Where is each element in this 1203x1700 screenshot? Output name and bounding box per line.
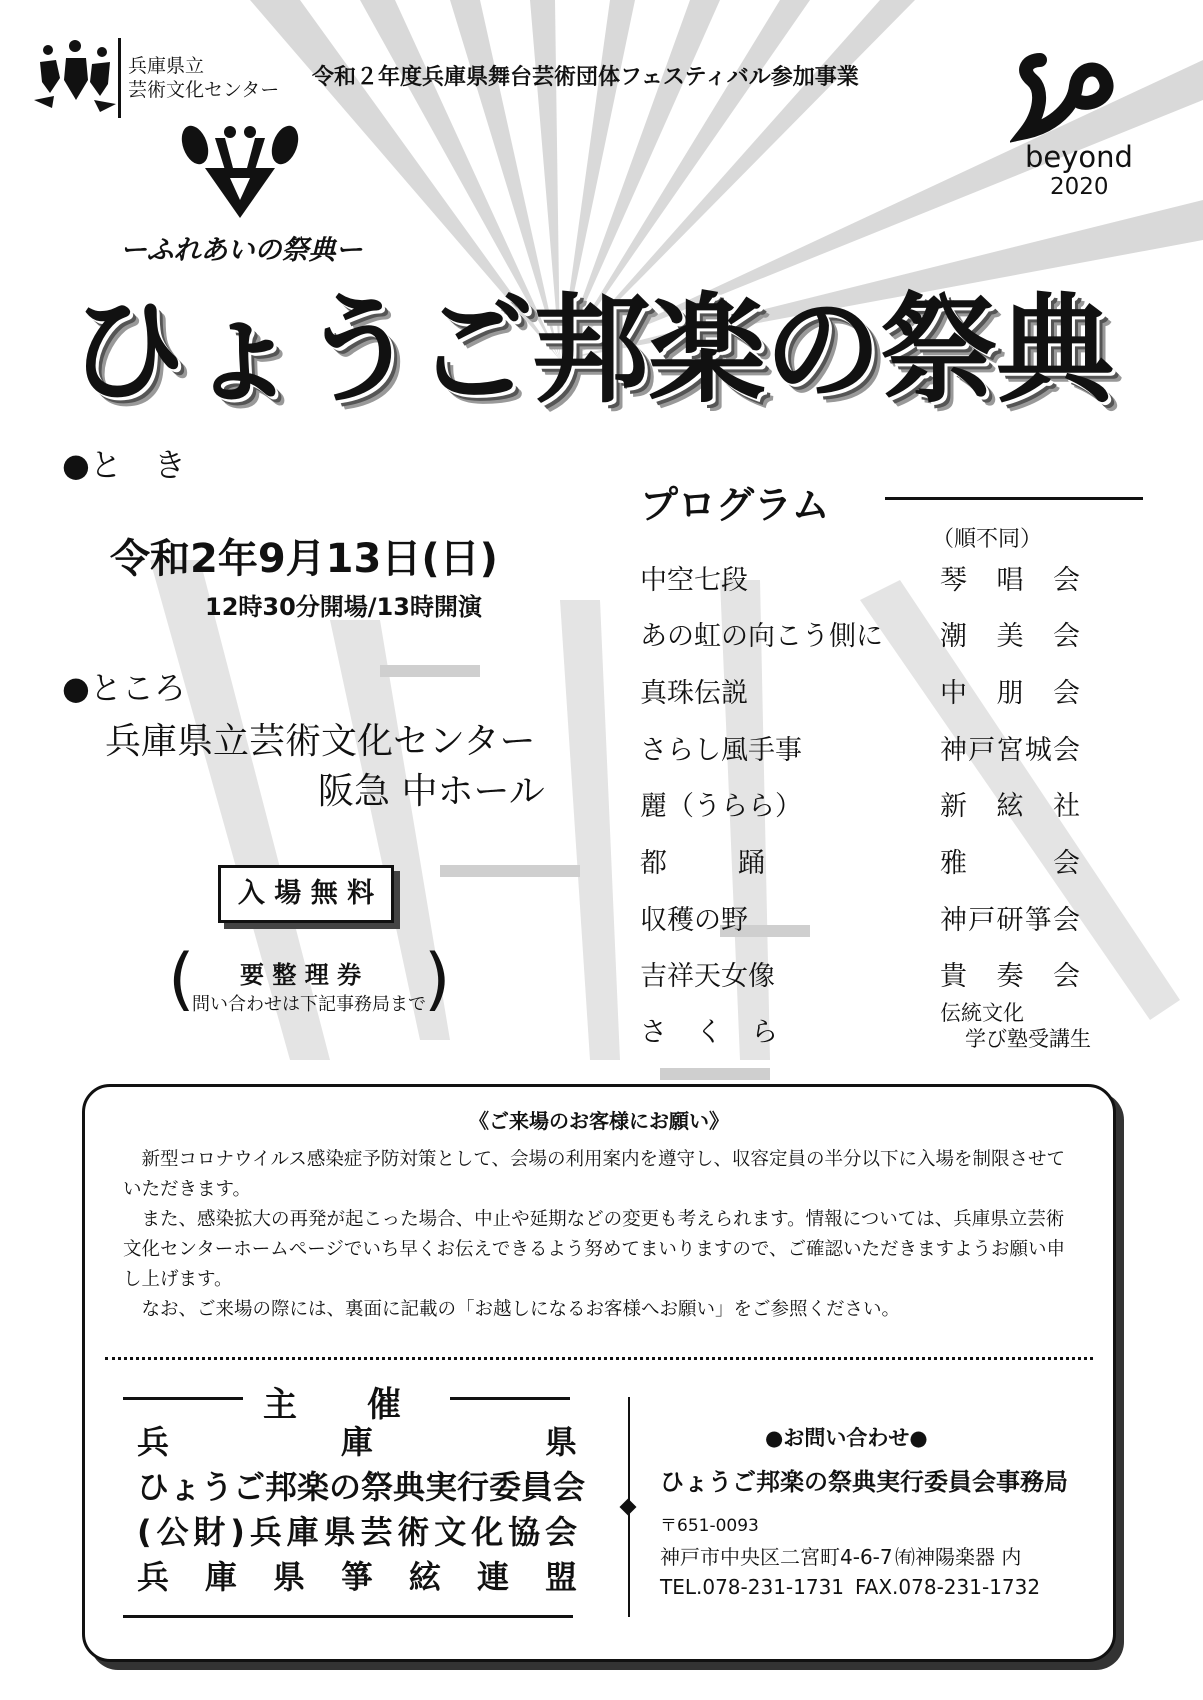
org-name-line2: 芸術文化センター (128, 80, 280, 101)
event-date: 令和2年9月13日(日) (110, 536, 498, 582)
program-piece-title: 麗（うらら） (640, 791, 802, 822)
program-item (640, 728, 1110, 768)
contact-fax: FAX.078-231-1732 (855, 1575, 1041, 1599)
event-program-name: 令和２年度兵庫県舞台芸術団体フェスティバル参加事業 (312, 65, 859, 90)
program-item (640, 954, 1110, 994)
contact-company: ㈲神陽楽器 内 (895, 1545, 1022, 1569)
contact-tel: TEL.078-231-1731 (660, 1575, 845, 1599)
program-group-name: 琴唱会 (940, 565, 1080, 596)
program-item (640, 671, 1110, 711)
program-group-name: 神戸研箏会 (940, 905, 1080, 936)
program-group-name: 潮美会 (940, 621, 1080, 652)
program-piece-title: さらし風手事 (640, 735, 802, 766)
program-list (640, 558, 1110, 1058)
notice-body (123, 1145, 1073, 1325)
ticket-required: 要 整 理 券 (240, 961, 362, 989)
contact-office: ひょうご邦楽の祭典実行委員会事務局 (660, 1468, 1068, 1496)
program-group-name: 神戸宮城会 (940, 735, 1080, 766)
dancing-figures-icon (30, 38, 120, 118)
program-piece-title: あの虹の向こう側に (640, 621, 883, 652)
notice-paragraph: また、感染拡大の再発が起こった場合、中止や延期などの変更も考えられます。情報については、兵庫県立芸術文化センターホームページでいち早くお伝えできるよう努めてまいりますので、ご確認いただきますようお願い申し上げます。 (123, 1209, 1066, 1290)
program-group-name: 伝統文化 (940, 1001, 1024, 1025)
program-order-note: （順不同） (932, 527, 1043, 552)
notice-heading: 《ご来場のお客様にお願い》 (469, 1109, 729, 1133)
program-piece-title: 都 踊 (640, 848, 787, 879)
sponsor-item: ひょうご邦楽の祭典実行委員会 (137, 1468, 586, 1506)
paren-close: ) (424, 940, 451, 1019)
beyond-year: 2020 (1050, 174, 1109, 200)
program-item (640, 841, 1110, 881)
when-label: ●と き (62, 446, 186, 484)
venue-hall: 阪急 中ホール (318, 771, 545, 812)
beyond-logo-icon (1010, 48, 1120, 148)
program-piece-title: 収穫の野 (640, 905, 748, 936)
org-logo (30, 38, 120, 118)
sponsors-heading: 主 催 (263, 1385, 419, 1425)
program-piece-title: 吉祥天女像 (640, 961, 775, 992)
sponsor-item: 兵庫県箏絃連盟 (137, 1558, 577, 1596)
program-heading-rule (885, 497, 1143, 500)
notice-paragraph: 新型コロナウイルス感染症予防対策として、会場の利用案内を遵守し、収容定員の半分以下に入場を制限させていただきます。 (123, 1149, 1066, 1200)
notice-paragraph: なお、ご来場の際には、裏面に記載の「お越しになるお客様へお願い」をご参照ください。 (123, 1299, 901, 1320)
beyond-text: beyond (1025, 140, 1133, 174)
program-piece-title: 真珠伝説 (640, 678, 748, 709)
venue-name: 兵庫県立芸術文化センター (105, 721, 536, 762)
free-admission-badge: 入 場 無 料 (218, 865, 394, 923)
notice-box (82, 1084, 1116, 1662)
main-title: ひょうご邦楽の祭典 (68, 281, 1113, 419)
program-item (640, 784, 1110, 824)
contact-heading: ●お問い合わせ● (765, 1426, 928, 1450)
notice-divider (105, 1357, 1093, 1360)
program-group-name: 新絃社 (940, 791, 1080, 822)
paren-open: ( (168, 940, 195, 1019)
sponsors-rule-left (123, 1397, 243, 1400)
program-item (640, 1001, 1110, 1070)
program-group-name: 中朋会 (940, 678, 1080, 709)
festival-emblem-icon (175, 120, 305, 220)
program-item (640, 558, 1110, 598)
logo-divider (118, 38, 121, 118)
contact-postal: 〒651-0093 (660, 1516, 759, 1536)
diamond-icon (620, 1499, 637, 1516)
program-piece-title: さ く ら (640, 1017, 789, 1048)
title-subtitle: ーふれあいの祭典ー (120, 235, 363, 266)
where-label: ●ところ (62, 669, 186, 707)
program-piece-title: 中空七段 (640, 565, 748, 596)
program-item (640, 898, 1110, 938)
contact-address: 神戸市中央区二宮町4-6-7 (660, 1545, 893, 1569)
program-heading: プログラム (640, 483, 830, 527)
sponsors-bottom-rule (123, 1615, 573, 1618)
sponsors-rule-right (450, 1397, 570, 1400)
program-group-name: 貴奏会 (940, 961, 1080, 992)
sponsor-item: 兵庫県 (137, 1423, 577, 1461)
event-time: 12時30分開場/13時開演 (205, 593, 482, 621)
sponsor-item: (公財)兵庫県芸術文化協会 (137, 1513, 577, 1551)
ticket-note: 問い合わせは下記事務局まで (192, 994, 426, 1015)
program-group-name: 雅 会 (940, 848, 1080, 879)
org-name-line1: 兵庫県立 (128, 56, 205, 77)
program-item (640, 614, 1110, 654)
sponsor-list (137, 1417, 586, 1597)
program-group-name-line2: 学び塾受講生 (965, 1027, 1091, 1051)
